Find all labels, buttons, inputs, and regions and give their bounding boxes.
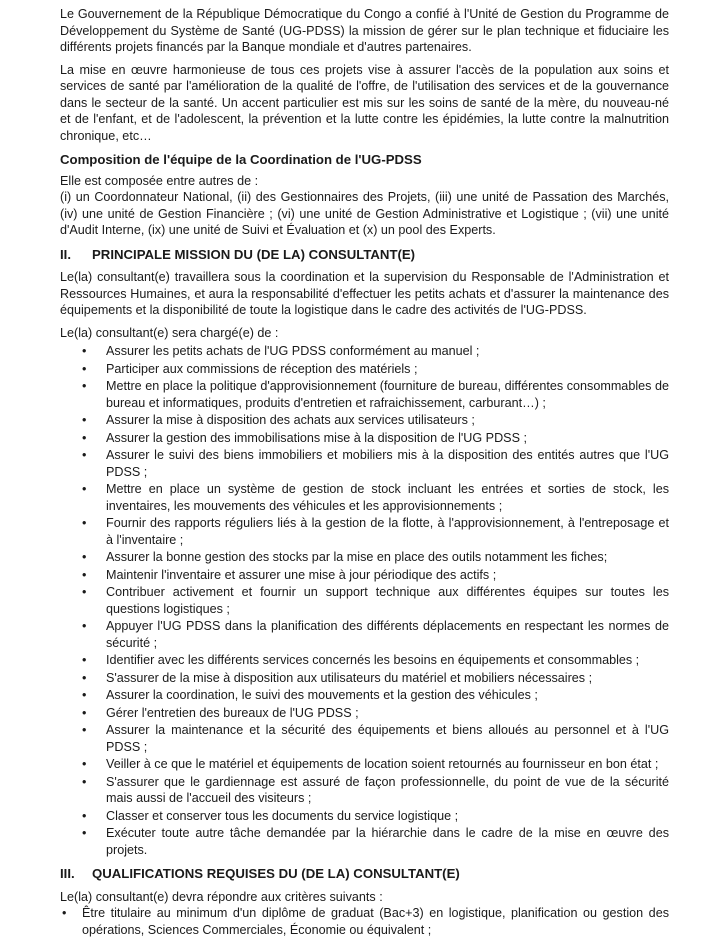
section-3-paragraph-1: Le(la) consultant(e) devra répondre aux critères suivants : bbox=[60, 889, 383, 904]
task-item: • Assurer la maintenance et la sécurité des équipements et biens alloués au personnel et à l'UG PDSS ; bbox=[82, 722, 669, 755]
task-item: • Identifier avec les différents services concernés les besoins en équipements et consommables ; bbox=[82, 652, 669, 669]
task-item: • Assurer la coordination, le suivi des mouvements et la gestion des véhicules ; bbox=[82, 687, 669, 704]
task-item: • Appuyer l'UG PDSS dans la planification des différents déplacements en respectant les normes de sécurité ; bbox=[82, 618, 669, 651]
task-item: • Contribuer activement et fournir un support technique aux différentes équipes sur toutes les questions logistiques ; bbox=[82, 584, 669, 617]
section-3-title: QUALIFICATIONS REQUISES DU (DE LA) CONSULTANT(E) bbox=[92, 866, 460, 881]
task-item: • Assurer le suivi des biens immobiliers et mobiliers mis à la disposition des entités autres que l'UG PDSS ; bbox=[82, 447, 669, 480]
task-item: • Maintenir l'inventaire et assurer une mise à jour périodique des actifs ; bbox=[82, 567, 669, 584]
composition-heading: Composition de l'équipe de la Coordination de l'UG-PDSS bbox=[60, 152, 422, 167]
task-item: • Fournir des rapports réguliers liés à la gestion de la flotte, à l'approvisionnement, à l'entreposage et à l'inventaire ; bbox=[82, 515, 669, 548]
task-item: • Assurer la gestion des immobilisations mise à la disposition de l'UG PDSS ; bbox=[82, 430, 669, 447]
section-3-heading bbox=[60, 866, 669, 883]
task-item: • S'assurer que le gardiennage est assuré de façon professionnelle, du point de vue de la sécurité mais aussi de l'accueil des visiteurs ; bbox=[82, 774, 669, 807]
section-2-paragraph-2: Le(la) consultant(e) sera chargé(e) de : bbox=[60, 325, 279, 340]
task-item: • Assurer les petits achats de l'UG PDSS conformément au manuel ; bbox=[82, 343, 669, 360]
task-item: • Mettre en place un système de gestion de stock incluant les entrées et sorties de stock, les inventaires, les mouvements des véhicules et les approvisionnements ; bbox=[82, 481, 669, 514]
section-2-title: PRINCIPALE MISSION DU (DE LA) CONSULTANT(E) bbox=[92, 246, 416, 262]
task-item: • Assurer la mise à disposition des achats aux services utilisateurs ; bbox=[82, 412, 669, 429]
task-item: • Participer aux commissions de réception des matériels ; bbox=[82, 361, 669, 378]
task-item: • Mettre en place la politique d'approvisionnement (fourniture de bureau, différentes consommables de bureau et informatiques, produits d'entretien et rafraichissement, carburant…) ; bbox=[82, 378, 669, 411]
task-item: • Assurer la bonne gestion des stocks par la mise en place des outils notamment les fiches; bbox=[82, 549, 669, 566]
intro-paragraph-2: La mise en œuvre harmonieuse de tous ces projets vise à assurer l'accès de la population aux soins et services de santé par l'amélioration de la qualité de l'offre, de l'utilisation des services et de la gouvernance dans le secteur de la santé. Un accent particulier est mis sur les soins de santé de la mère, du nouveau-né et de l'enfant, et de l'adolescent, la prévention et la lutte contre les épidémies, la lutte contre la malnutrition chronique, etc… bbox=[60, 62, 669, 143]
section-2-heading bbox=[60, 247, 669, 264]
composition-list: (i) un Coordonnateur National, (ii) des Gestionnaires des Projets, (iii) une unité de Passation des Marchés, (iv) une unité de Gestion Financière ; (vi) une unité de Gestion Administrative et Logistique ; (vii) une unité d'Audit Interne, (ix) une unité de Suivi et Évaluation et (x) un pool des Experts. bbox=[60, 190, 669, 237]
criteria-item: • Être titulaire au minimum d'un diplôme de graduat (Bac+3) en logistique, planification ou gestion des opérations, Sciences Commerciales, Économie ou équivalent ; bbox=[60, 905, 669, 938]
intro-paragraph-1: Le Gouvernement de la République Démocratique du Congo a confié à l'Unité de Gestion du Programme de Développement du Système de Santé (UG-PDSS) la mission de gérer sur le plan technique et fiduciaire les différents projets financés par la Banque mondiale et d'autres partenaires. bbox=[60, 7, 669, 54]
composition-intro: Elle est composée entre autres de : bbox=[60, 173, 259, 188]
task-item: • Classer et conserver tous les documents du service logistique ; bbox=[82, 808, 669, 825]
section-2-number: II. bbox=[60, 246, 71, 262]
task-item: • Exécuter toute autre tâche demandée par la hiérarchie dans le cadre de la mise en œuvre des projets. bbox=[82, 825, 669, 858]
task-item: • Veiller à ce que le matériel et équipements de location soient retournés au fournisseur en bon état ; bbox=[82, 756, 669, 773]
task-item: • Gérer l'entretien des bureaux de l'UG PDSS ; bbox=[82, 705, 669, 722]
criteria-list bbox=[60, 905, 669, 938]
section-2-paragraph-1: Le(la) consultant(e) travaillera sous la coordination et la supervision du Responsable de l'Administration et Ressources Humaines, et aura la responsabilité d'effectuer les petits achats et d'assurer la maintenance des équipements et la disponibilité de toute la logistique dans le cadre des activités de l'UG-PDSS. bbox=[60, 270, 669, 317]
task-list bbox=[60, 343, 669, 858]
section-3-number: III. bbox=[60, 866, 75, 881]
task-item: • S'assurer de la mise à disposition aux utilisateurs du matériel et mobiliers nécessaires ; bbox=[82, 670, 669, 687]
